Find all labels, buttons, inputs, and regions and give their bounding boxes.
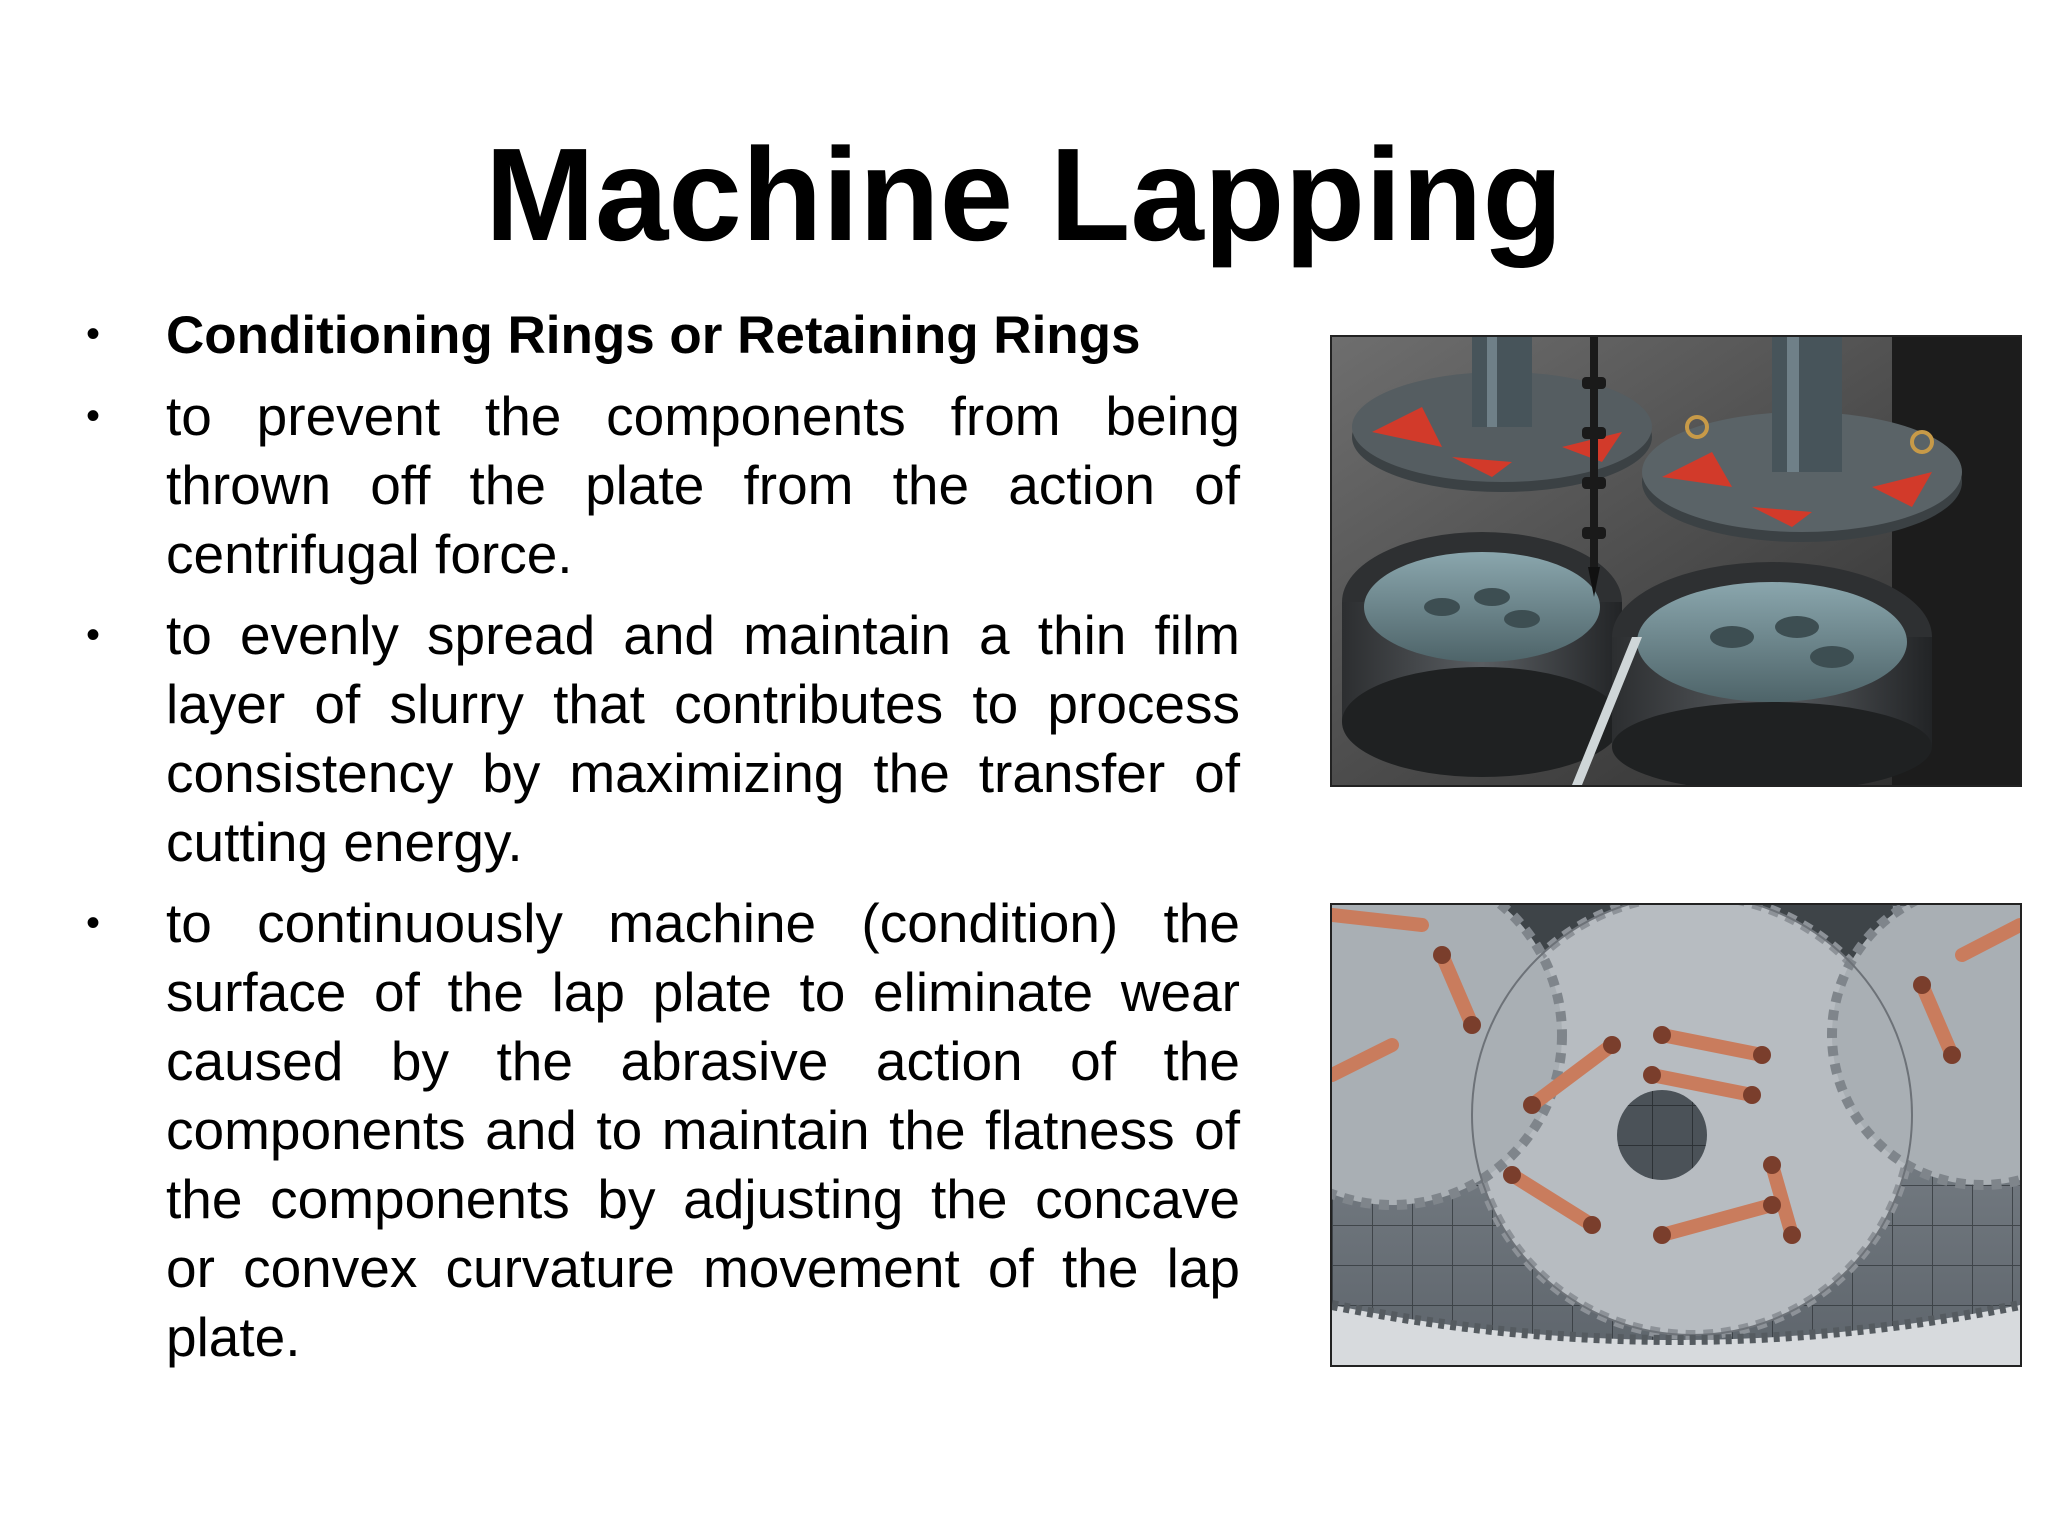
bullet-text: to evenly spread and maintain a thin film layer of slurry that contributes to process consistency by maximizing the transfer of cutting energy. [166, 604, 1240, 873]
bullet-item [80, 889, 1240, 1372]
bullet-text: to continuously machine (condition) the surface of the lap plate to eliminate wear caused by the abrasive action of the components and to maintain the flatness of the components by adjusting the concave or convex curvature movement of the lap plate. [166, 892, 1240, 1368]
lapping-plate-illustration [1332, 905, 2020, 1365]
bullet-text: Conditioning Rings or Retaining Rings [166, 306, 1141, 365]
bullet-item [80, 601, 1240, 877]
slide-title: Machine Lapping [484, 121, 1564, 268]
conditioning-rings-illustration [1332, 337, 2020, 785]
bullet-icon: • [86, 312, 101, 356]
bullet-item [80, 300, 1240, 370]
bullet-icon: • [86, 901, 101, 945]
bullet-item [80, 382, 1240, 589]
bullet-text: to prevent the components from being thrown off the plate from the action of centrifugal force. [166, 385, 1240, 585]
conditioning-rings-photo [1330, 335, 2022, 787]
bullet-icon: • [86, 394, 101, 438]
bullet-icon: • [86, 613, 101, 657]
bullet-list [80, 300, 1240, 1384]
lapping-plate-photo [1330, 903, 2022, 1367]
